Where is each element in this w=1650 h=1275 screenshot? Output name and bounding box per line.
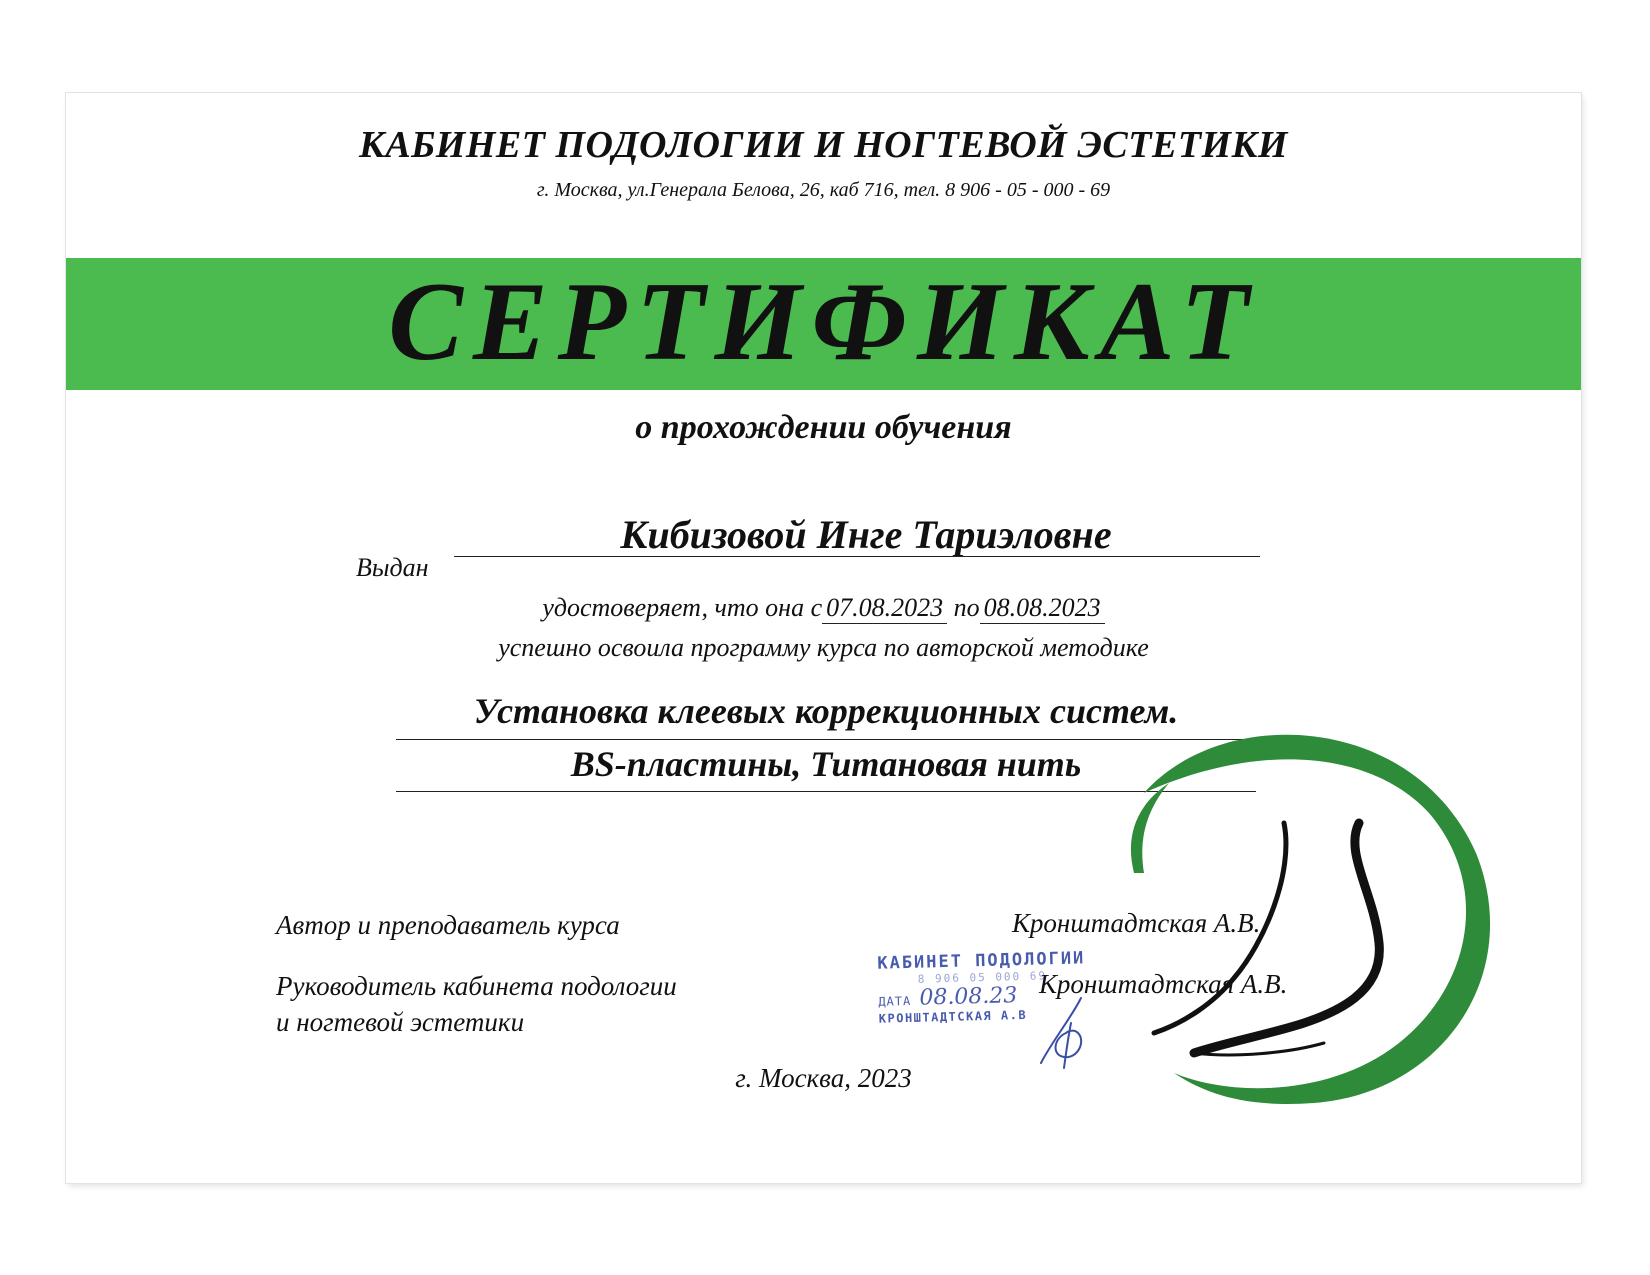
date-from: 07.08.2023 xyxy=(822,593,947,624)
stamp-line2: 8 906 05 000 69 xyxy=(917,969,1048,986)
handwritten-signature xyxy=(1026,993,1116,1073)
stamp-date-value: 08.08.23 xyxy=(919,983,1018,1011)
author-name: Кронштадтская А.В. xyxy=(1012,908,1261,938)
certificate-sheet xyxy=(66,93,1581,1183)
period-prefix: удостоверяет, что она с xyxy=(542,593,823,622)
stamp-line1: КАБИНЕТ ПОДОЛОГИИ xyxy=(877,948,1086,974)
stamp-line4: КРОНШТАДТСКАЯ А.В xyxy=(878,1007,1028,1026)
author-label: Автор и преподаватель курса xyxy=(276,910,620,940)
recipient-name: Кибизовой Инге Тариэловне xyxy=(620,512,1112,557)
head-name: Кронштадтская А.В. xyxy=(1039,969,1288,999)
head-label-line1: Руководитель кабинета подологии xyxy=(276,971,677,1001)
certificate-subtitle: о прохождении обучения xyxy=(635,409,1012,446)
recipient-underline xyxy=(454,556,1260,557)
issued-label: Выдан xyxy=(356,553,429,582)
stamp-date-label: ДАТА xyxy=(878,993,912,1009)
organization-title: КАБИНЕТ ПОДОЛОГИИ И НОГТЕВОЙ ЭСТЕТИКИ xyxy=(359,124,1288,166)
dates-row xyxy=(66,593,1581,624)
date-to: 08.08.2023 xyxy=(980,593,1105,624)
course-title-line1: Установка клеевых коррекционных систем. xyxy=(473,691,1179,731)
certificate-title: СЕРТИФИКАТ xyxy=(388,260,1259,384)
course-title-line2: BS-пластины, Титановая нить xyxy=(570,744,1082,784)
period-to-label: по xyxy=(953,593,980,622)
program-text: успешно освоила программу курса по авторской методике xyxy=(498,633,1149,662)
head-label-line2: и ногтевой эстетики xyxy=(276,1007,525,1037)
city-year: г. Москва, 2023 xyxy=(735,1063,912,1093)
organization-address: г. Москва, ул.Генерала Белова, 26, каб 716, тел. 8 906 - 05 - 000 - 69 xyxy=(536,179,1111,201)
